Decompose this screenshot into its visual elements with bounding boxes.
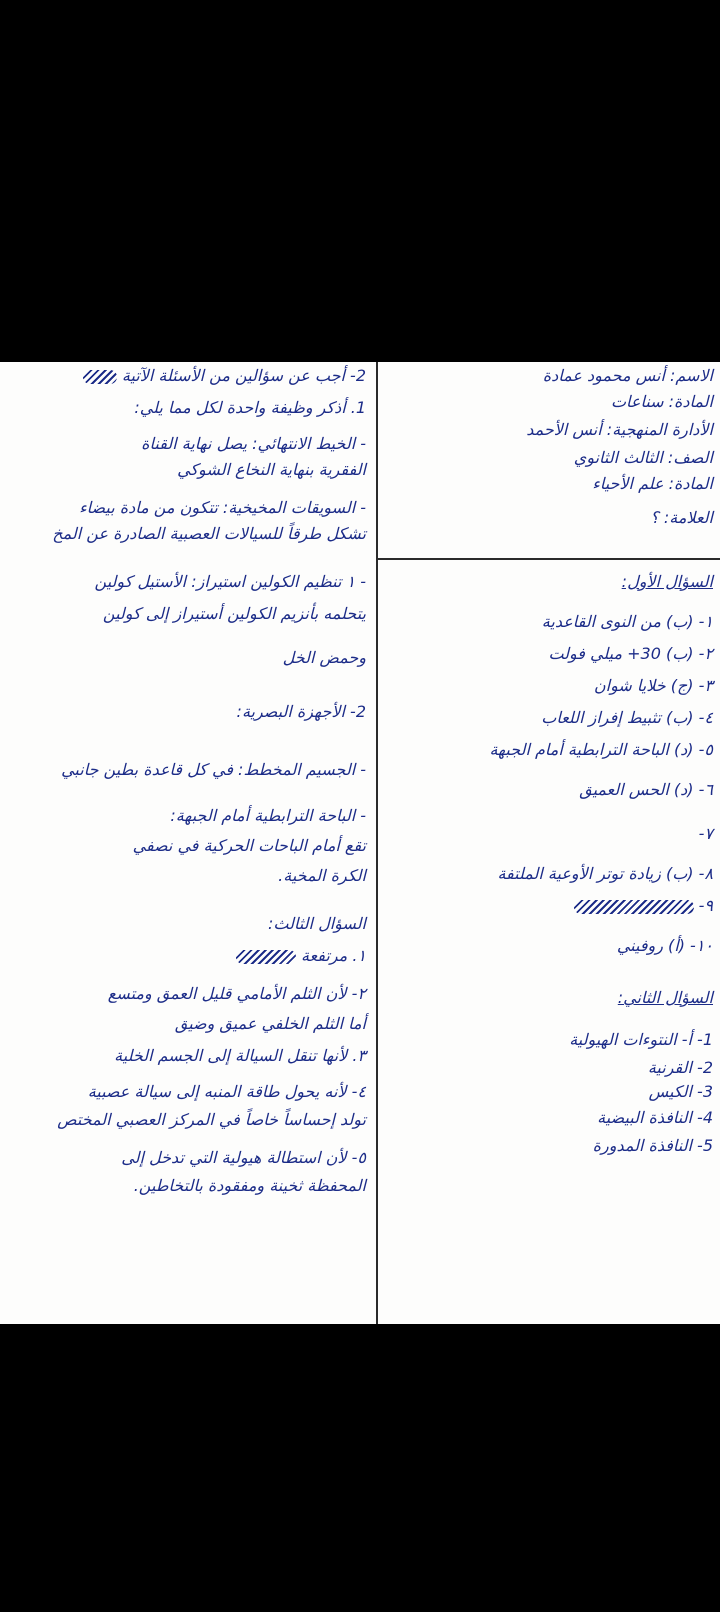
answer-line: تقع أمام الباحات الحركية في نصفي (132, 836, 366, 855)
q3-heading: السؤال الثالث: (267, 914, 366, 933)
column-divider (376, 362, 378, 1324)
subject-line: المادة: سناعات (610, 392, 713, 411)
answer-line (236, 946, 366, 966)
answer-line: - الجسيم المخطط: في كل قاعدة بطين جانبي (61, 760, 366, 779)
q2-answer: 1- أ- النتوءات الهيولية (569, 1030, 713, 1049)
q2-answer: 2- القرنية (647, 1058, 713, 1077)
q1-title: 1. أذكر وظيفة واحدة لكل مما يلي: (134, 398, 366, 417)
q1-answer: ٤- (ب) تثبيط إفراز اللعاب (541, 708, 713, 727)
answer-line: وحمض الخل (282, 648, 366, 667)
teacher-line: المادة: علم الأحياء (592, 474, 713, 493)
instruction-line (83, 366, 366, 386)
answer-sheet (0, 362, 720, 1324)
q1-answer-number: ٩- (698, 896, 713, 915)
answer-text: ١. مرتفعة (300, 946, 366, 965)
q1-answer: ٦- (د) الحس العميق (579, 780, 713, 799)
q1-answer: ١٠- (أ) روفيني (616, 936, 713, 955)
header-separator (378, 558, 720, 560)
q1-answer: ٨- (ب) زيادة توتر الأوعية الملتفة (497, 864, 713, 883)
answer-line: ٣. لأنها تنقل السيالة إلى الجسم الخلية (114, 1046, 366, 1065)
answer-line: المحفظة ثخينة ومفقودة بالتخاطين. (133, 1176, 366, 1195)
answer-line: - ١ تنظيم الكولين استيراز: الأستيل كولين (94, 572, 366, 591)
q1-answer: ١- (ب) من النوى القاعدية (541, 612, 713, 631)
q1-answer: ٧- (698, 824, 713, 843)
answer-line: - الباحة الترابطية أمام الجبهة: (170, 806, 366, 825)
answer-line: ٥- لأن استطالة هيولية التي تدخل إلى (121, 1148, 366, 1167)
crossed-out-scribble (236, 950, 296, 964)
q1-answer: ٢- (ب) 30+ ميلي فولت (548, 644, 713, 663)
q2-answer: 4- النافذة البيضية (597, 1108, 713, 1127)
crossed-out-scribble (83, 370, 117, 384)
answer-line: - السويقات المخيخية: تتكون من مادة بيضاء (79, 498, 366, 517)
q1-heading: السؤال الأول: (621, 572, 713, 591)
administration-line: الأدارة المنهجية: أنس الأحمد (526, 420, 713, 439)
q1-answer: ٣- (ج) خلايا شوان (593, 676, 713, 695)
answer-line: - الخيط الانتهائي: يصل نهاية القناة (141, 434, 366, 453)
answer-line: أما الثلم الخلفي عميق وضيق (174, 1014, 366, 1033)
student-name: الاسم: أنس محمود عمادة (542, 366, 713, 385)
crossed-out-scribble (574, 900, 694, 914)
answer-line: يتحلمه بأنزيم الكولين أستيراز إلى كولين (102, 604, 366, 623)
answer-line: تشكل طرقاً للسيالات العصبية الصادرة عن المخ (52, 524, 366, 543)
q2-heading: السؤال الثاني: (617, 988, 713, 1007)
answer-line: الفقرية بنهاية النخاع الشوكي (177, 460, 366, 479)
answer-line: تولد إحساساً خاصاً في المركز العصبي المختص (57, 1110, 366, 1129)
answer-line: ٤- لأنه يحول طاقة المنبه إلى سيالة عصبية (87, 1082, 366, 1101)
q2-title: 2- الأجهزة البصرية: (236, 702, 366, 721)
answer-line: ٢- لأن الثلم الأمامي قليل العمق ومتسع (107, 984, 366, 1003)
instruction-text: 2- أجب عن سؤالين من الأسئلة الآتية (121, 366, 366, 385)
answer-line: الكرة المخية. (278, 866, 366, 885)
q2-answer: 5- النافذة المدورة (592, 1136, 713, 1155)
score-line: العلامة: ؟ (650, 508, 713, 527)
grade-line: الصف: الثالث الثانوي (573, 448, 713, 467)
q1-answer (574, 896, 713, 916)
q2-answer: 3- الكيس (648, 1082, 713, 1101)
q1-answer: ٥- (د) الباحة الترابطية أمام الجبهة (489, 740, 713, 759)
